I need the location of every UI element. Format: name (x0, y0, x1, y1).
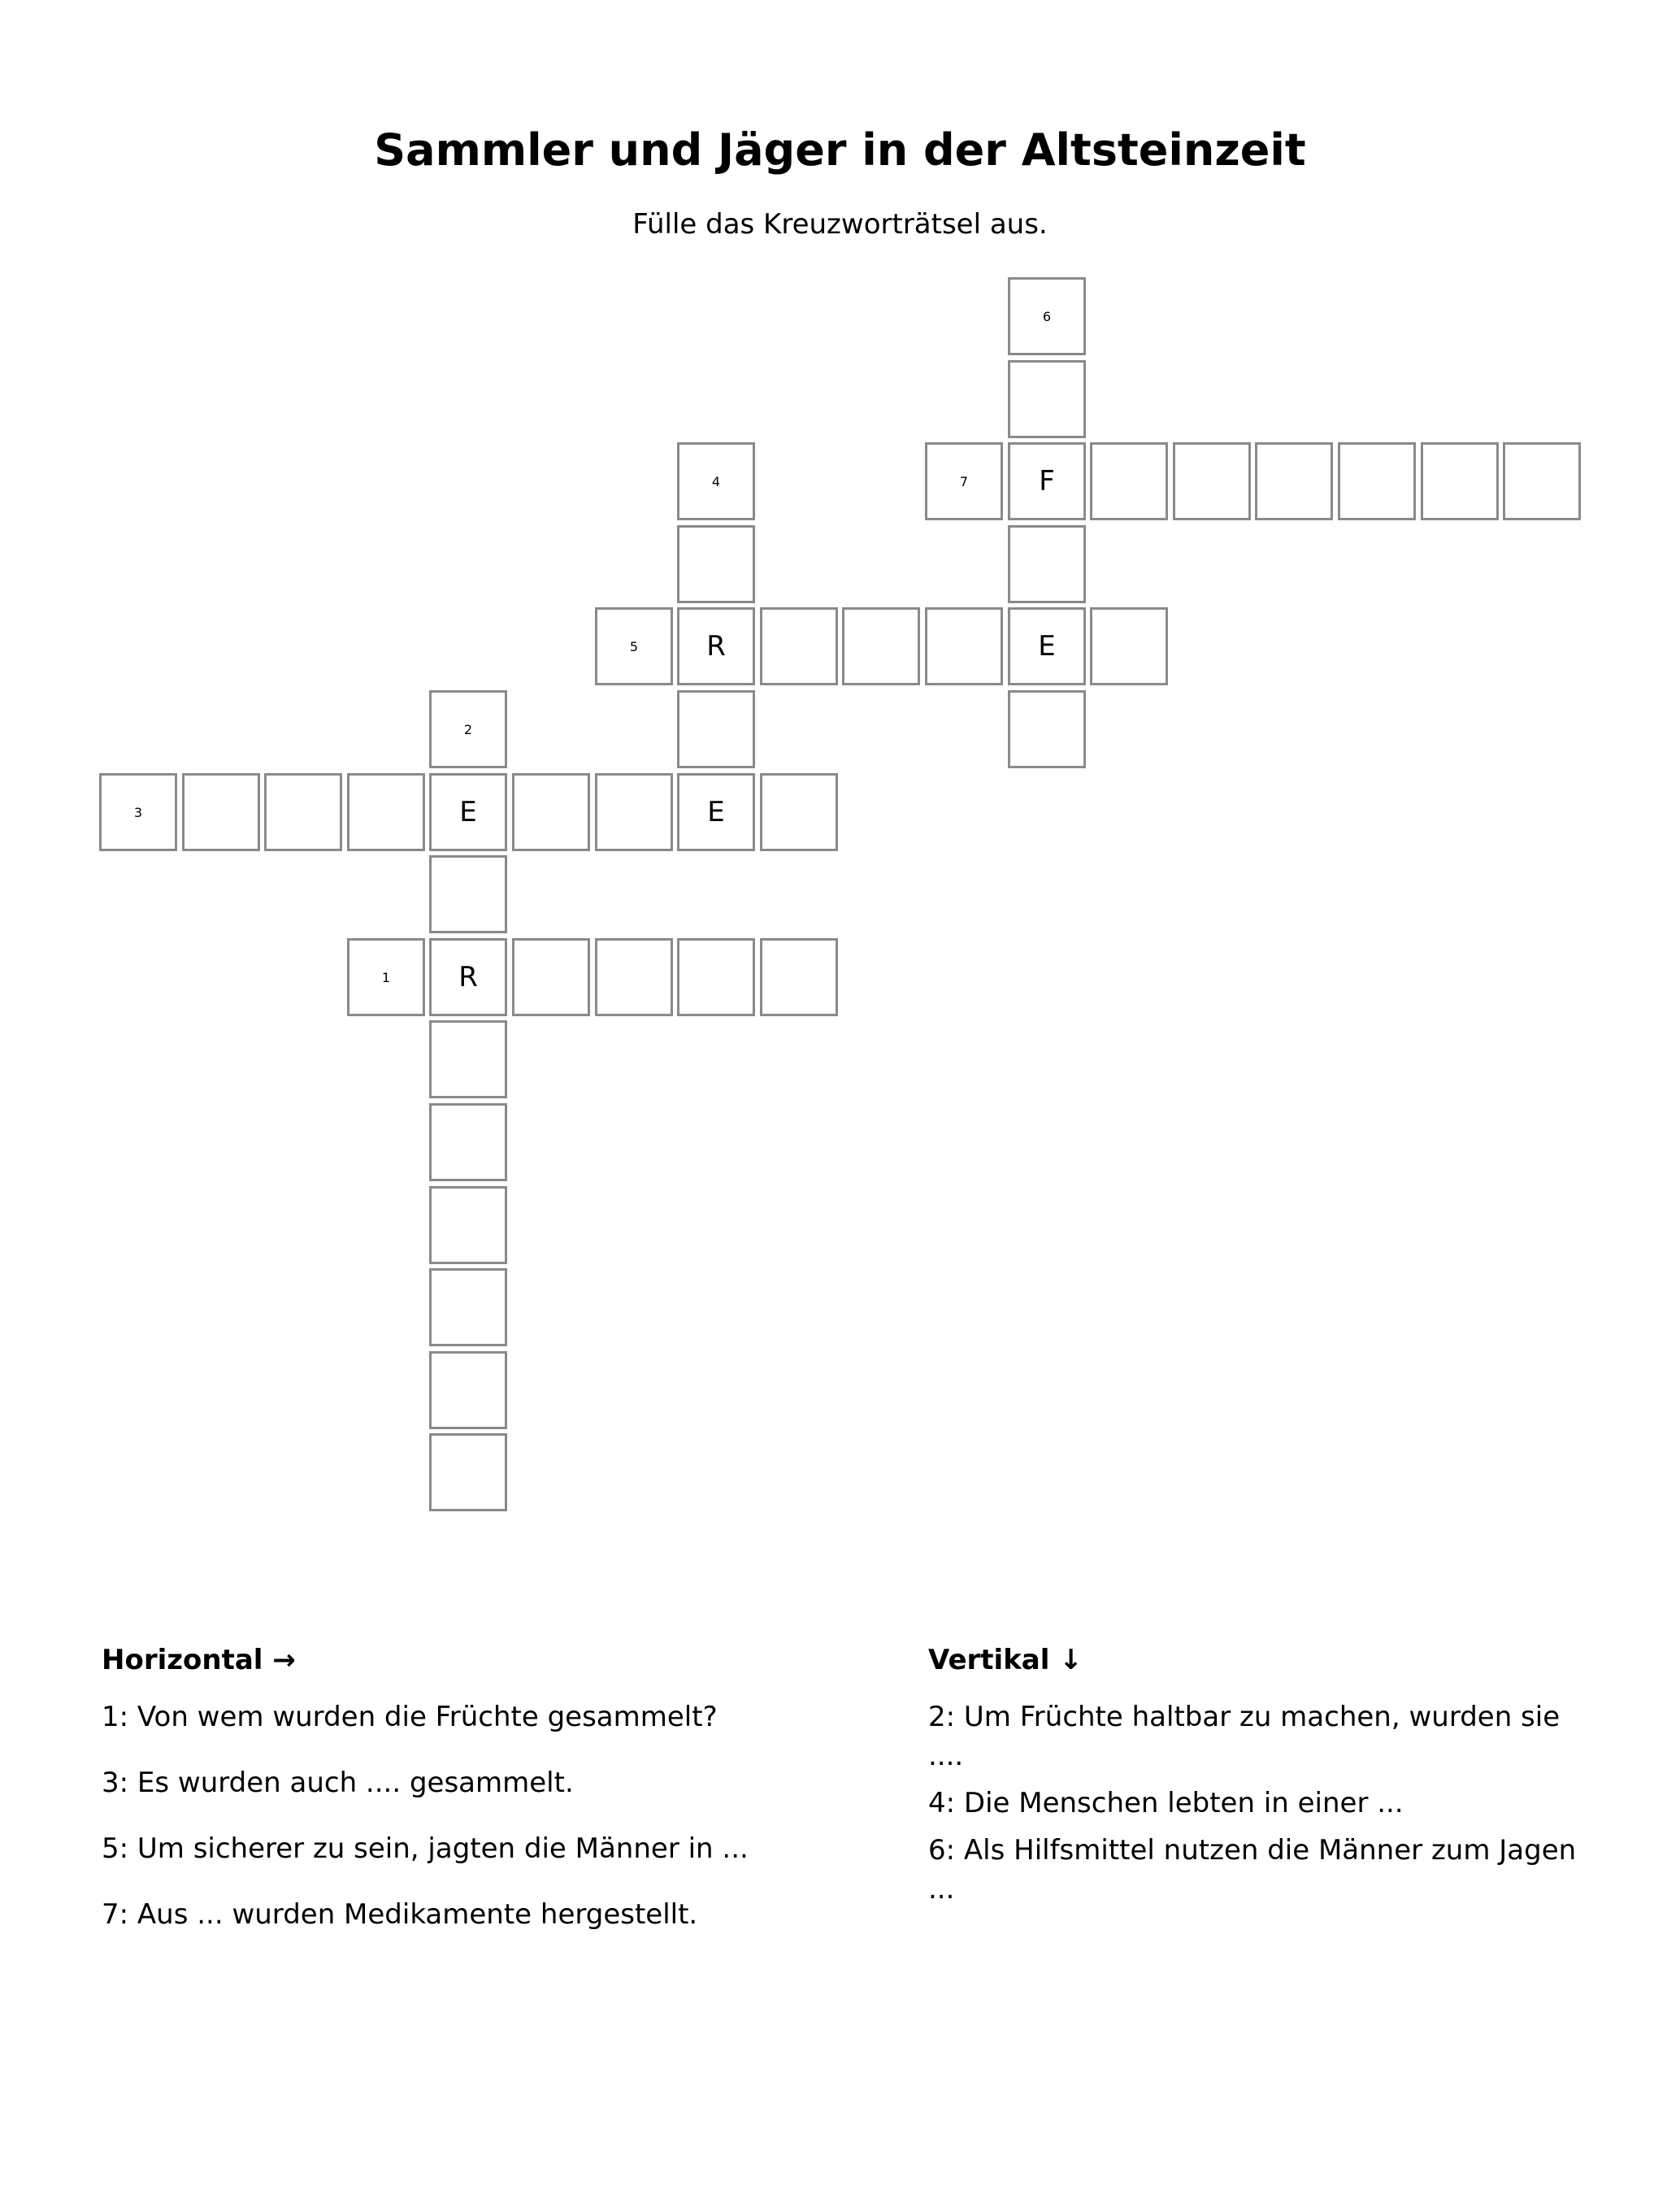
crossword-cell[interactable] (677, 773, 755, 851)
crossword-cell[interactable] (1090, 442, 1168, 520)
clues-across-heading: Horizontal → (102, 1644, 296, 1676)
crossword-cell[interactable] (925, 607, 1003, 685)
crossword-cell[interactable] (1008, 607, 1086, 685)
clue-across-1: 1: Von wem wurden die Früchte gesammelt? (102, 1701, 718, 1733)
crossword-cell[interactable] (429, 938, 507, 1016)
crossword-cell[interactable] (595, 607, 673, 685)
clue-down-6: 6: Als Hilfsmittel nutzen die Männer zum Jagen ... (928, 1834, 1577, 1906)
crossword-cell[interactable] (1503, 442, 1581, 520)
clue-across-5: 5: Um sicherer zu sein, jagten die Männer in ... (102, 1832, 749, 1865)
crossword-cell[interactable] (429, 1268, 507, 1346)
clue-across-3: 3: Es wurden auch .... gesammelt. (102, 1767, 574, 1799)
clue-number: 1 (381, 969, 391, 985)
crossword-cell[interactable] (429, 1103, 507, 1181)
clue-number: 3 (133, 804, 143, 820)
crossword-cell[interactable] (1255, 442, 1333, 520)
crossword-cell[interactable] (760, 773, 838, 851)
clues-down-heading: Vertikal ↓ (928, 1644, 1083, 1676)
crossword-cell[interactable] (512, 773, 590, 851)
given-letter: E (707, 796, 725, 828)
crossword-cell[interactable] (595, 938, 673, 1016)
crossword-cell[interactable] (264, 773, 342, 851)
page-title: Sammler und Jäger in der Altsteinzeit (374, 124, 1306, 176)
crossword-cell[interactable] (1008, 525, 1086, 603)
crossword-cell[interactable] (677, 525, 755, 603)
crossword-cell[interactable] (429, 855, 507, 933)
crossword-cell[interactable] (347, 773, 425, 851)
crossword-cell[interactable] (760, 607, 838, 685)
crossword-cell[interactable] (1008, 690, 1086, 768)
crossword-cell[interactable] (595, 773, 673, 851)
crossword-cell[interactable] (429, 690, 507, 768)
clue-number: 5 (629, 638, 639, 654)
clue-down-4: 4: Die Menschen lebten in einer ... (928, 1787, 1404, 1819)
given-letter: E (459, 796, 477, 828)
crossword-cell[interactable] (182, 773, 260, 851)
crossword-cell[interactable] (1173, 442, 1251, 520)
crossword-cell[interactable] (842, 607, 920, 685)
given-letter: F (1039, 465, 1055, 498)
clue-number: 4 (711, 473, 721, 489)
given-letter: E (1038, 630, 1056, 663)
crossword-cell[interactable] (760, 938, 838, 1016)
crossword-cell[interactable] (429, 1433, 507, 1511)
crossword-cell[interactable] (429, 1351, 507, 1429)
clue-across-7: 7: Aus ... wurden Medikamente hergestellt. (102, 1898, 698, 1931)
clues-down (928, 1641, 1595, 1917)
crossword-cell[interactable] (347, 938, 425, 1016)
clue-down-2: 2: Um Früchte haltbar zu machen, wurden sie .... (928, 1701, 1561, 1772)
crossword-cell[interactable] (1008, 277, 1086, 355)
crossword-cell[interactable] (677, 690, 755, 768)
crossword-cell[interactable] (925, 442, 1003, 520)
clues-across (102, 1641, 898, 1961)
crossword-cell[interactable] (677, 442, 755, 520)
crossword-cell[interactable] (512, 938, 590, 1016)
crossword-cell[interactable] (99, 773, 177, 851)
given-letter: R (706, 630, 726, 663)
crossword-cell[interactable] (429, 1020, 507, 1098)
clue-number: 7 (959, 473, 969, 489)
clue-number: 2 (463, 721, 473, 737)
crossword-cell[interactable] (1338, 442, 1416, 520)
crossword-cell[interactable] (1008, 360, 1086, 438)
crossword-cell[interactable] (677, 938, 755, 1016)
given-letter: R (458, 961, 478, 993)
crossword-cell[interactable] (1421, 442, 1499, 520)
clue-number: 6 (1042, 308, 1052, 324)
instructions: Fülle das Kreuzworträtsel aus. (632, 208, 1048, 241)
crossword-cell[interactable] (677, 607, 755, 685)
crossword-cell[interactable] (1008, 442, 1086, 520)
crossword-cell[interactable] (1090, 607, 1168, 685)
crossword-cell[interactable] (429, 1186, 507, 1264)
crossword-cell[interactable] (429, 773, 507, 851)
